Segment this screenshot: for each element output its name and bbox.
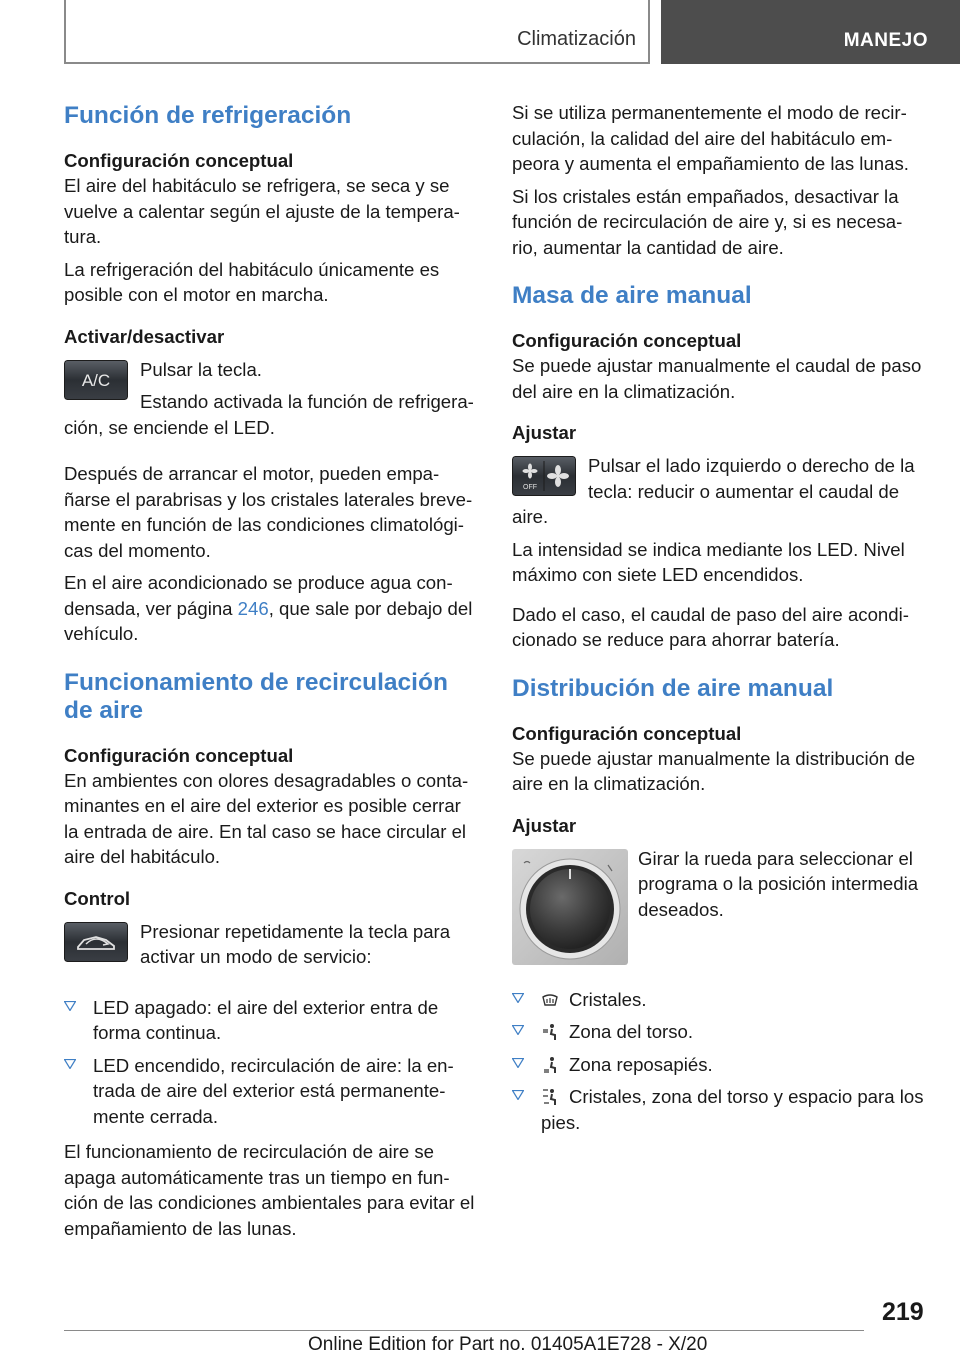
bullet-triangle-icon (64, 1001, 76, 1011)
torso-airflow-icon (541, 1023, 559, 1041)
paragraph: Si se utiliza permanentemente el modo de recir‐culación, la calidad del aire del habitáculo em‐peora y aumenta el empañamiento de las lunas. (512, 102, 909, 174)
heading-masa-aire: Masa de aire manual (512, 282, 752, 309)
list-item: Zona del torso. (512, 1019, 924, 1045)
paragraph: En ambientes con olores desagradables o conta‐minantes en el aire del exterior es posible cerrar la entrada de aire. En tal caso se hace circular el aire del habitáculo. (64, 769, 469, 867)
subheading-config-3: Configuración conceptual (512, 330, 742, 351)
paragraph: Pulsar el lado izquierdo o derecho de la tecla: reducir o aumentar el caudal de aire. (512, 455, 915, 527)
recirculation-key-icon (64, 922, 128, 962)
header-chapter-label: MANEJO (843, 30, 928, 51)
paragraph: Se puede ajustar manualmente el caudal de paso del aire en la climatización. (512, 355, 922, 402)
subheading-ajustar-2: Ajustar (512, 814, 577, 836)
page-number: 219 (882, 1298, 924, 1326)
paragraph: El aire del habitáculo se refrigera, se seca y se vuelve a calentar según el ajuste de la tempera‐tura. (64, 175, 460, 247)
paragraph: El funcionamiento de recirculación de aire se apaga automáticamente tras un tiempo en fun‐ción de las condiciones ambientales para evitar el empañamiento de las lunas. (64, 1141, 475, 1239)
header-rule-bottom (64, 62, 650, 64)
heading-recirculacion: Funcionamiento de recirculación de aire (64, 668, 448, 724)
paragraph: Estando activada la función de refrigera‐ción, se enciende el LED. (64, 391, 474, 438)
subheading-config-1: Configuración conceptual (64, 150, 294, 171)
list-item: LED encendido, recirculación de aire: la en‐trada de aire del exterior está permanente‐mente cerrada. (64, 1053, 476, 1130)
distribution-list (512, 987, 924, 1136)
bullet-triangle-icon (512, 1058, 524, 1068)
distribution-dial-icon (512, 849, 628, 965)
footer-edition: Online Edition for Part no. 01405A1E728 - X/20 (308, 1334, 708, 1355)
right-column (512, 100, 924, 1145)
bullet-triangle-icon (64, 1059, 76, 1069)
subheading-ajustar-1: Ajustar (512, 422, 577, 443)
list-item: Cristales. (512, 987, 924, 1013)
header-rule-left (64, 0, 66, 64)
paragraph: Se puede ajustar manualmente la distribución de aire en la climatización. (512, 747, 916, 794)
page-link-246[interactable]: 246 (237, 597, 269, 619)
subheading-config-4: Configuración conceptual (512, 722, 742, 744)
paragraph: La intensidad se indica mediante los LED. Nivel máximo con siete LED encendidos. (512, 538, 905, 585)
recirc-instruction (64, 919, 476, 977)
bullet-triangle-icon (512, 993, 524, 1003)
dial-instruction (512, 846, 924, 969)
svg-text:OFF: OFF (523, 484, 537, 491)
paragraph-with-link: En el aire acondicionado se produce agua con‐densada, ver página 246, que sale por debajo del vehículo. (64, 572, 473, 644)
footer-rule (64, 1330, 864, 1331)
list-item: Zona reposapiés. (512, 1052, 924, 1078)
heading-refrigeracion: Función de refrigeración (64, 102, 352, 129)
subheading-config-2: Configuración conceptual (64, 744, 294, 766)
paragraph: Presionar repetidamente la tecla para activar un modo de servicio: (140, 920, 451, 967)
windshield-icon (541, 991, 559, 1009)
header-rule-right (648, 0, 650, 64)
paragraph: La refrigeración del habitáculo únicamente es posible con el motor en marcha. (64, 258, 440, 305)
heading-distribucion: Distribución de aire manual (512, 674, 834, 702)
header-chapter-tab (661, 0, 960, 64)
fan-key-icon (512, 456, 576, 496)
svg-text:A/C: A/C (81, 370, 111, 390)
ac-key-icon (64, 360, 128, 400)
subheading-activar: Activar/desactivar (64, 325, 225, 347)
paragraph: Después de arrancar el motor, pueden empa‐ñarse el parabrisas y los cristales laterales breve‐mente en función de las condiciones climatológi‐cas del momento. (64, 463, 473, 561)
subheading-control: Control (64, 887, 131, 909)
fan-instruction (512, 453, 924, 537)
bullet-triangle-icon (512, 1025, 524, 1035)
footwell-airflow-icon (541, 1056, 559, 1074)
left-column (64, 100, 476, 1248)
ac-instruction (64, 357, 476, 448)
bullet-triangle-icon (512, 1090, 524, 1100)
paragraph: Si los cristales están empañados, desactivar la función de recirculación de aire y, si es necesa‐rio, aumentar la cantidad de aire. (512, 185, 903, 258)
paragraph: Dado el caso, el caudal de paso del aire acondi‐cionado se reduce para ahorrar batería. (512, 603, 909, 650)
all-zones-airflow-icon (541, 1088, 559, 1106)
list-item: Cristales, zona del torso y espacio para los pies. (512, 1084, 924, 1135)
list-item: LED apagado: el aire del exterior entra de forma continua. (64, 995, 476, 1046)
paragraph: Girar la rueda para seleccionar el programa o la posición intermedia deseados. (638, 847, 919, 920)
recirc-modes-list (64, 995, 476, 1130)
header-section-title: Climatización (517, 28, 636, 50)
paragraph: Pulsar la tecla. (140, 358, 262, 380)
